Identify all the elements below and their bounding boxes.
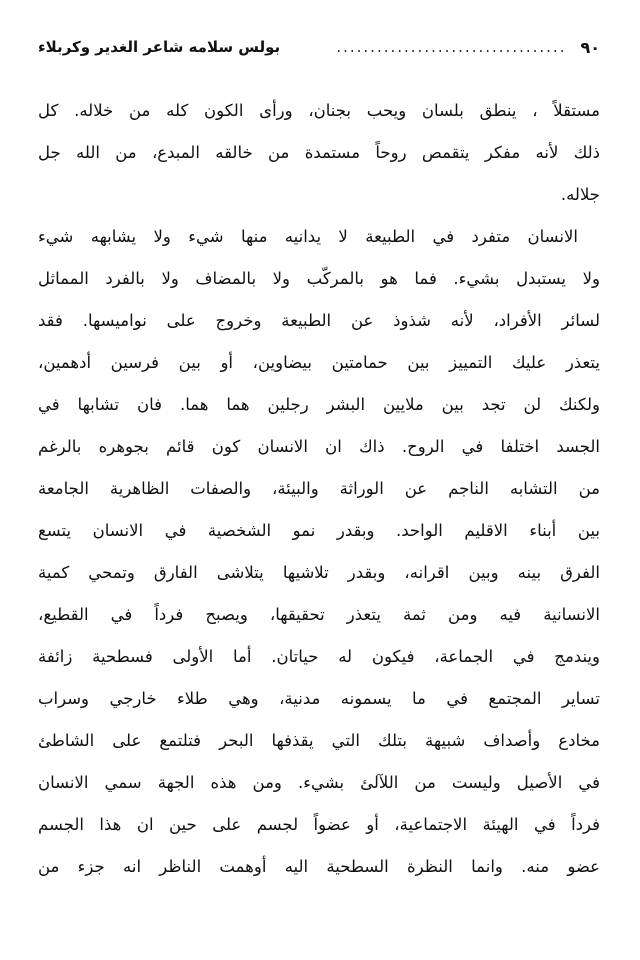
text-line: مستقلاً ، ينطق بلسان ويحب بجنان، ورأى الكون كله من خلاله. كل <box>38 101 600 120</box>
text-line: جلاله. <box>560 185 600 204</box>
text-line: ذلك لأنه مفكر يتقمص روحاً مستمدة من خالقه المبدع، من الله جل <box>38 143 600 162</box>
page-number: ٩٠ <box>580 37 600 57</box>
text-line: الفرق بينه وبين اقرانه، وبقدر تلاشيها يتلاشى الفارق وتمحي كمية <box>38 563 600 582</box>
text-line: لسائر الأفراد، لأنه شذوذ عن الطبيعة وخروج على نواميسها. فقد <box>38 311 600 330</box>
page-body <box>38 90 600 888</box>
text-line: فرداً في الهيئة الاجتماعية، أو عضواً لجسم على حين ان هذا الجسم <box>38 815 600 834</box>
text-line: ويندمج في الجماعة، فيكون له حياتان. أما الأولى فسطحية زائفة <box>38 647 600 666</box>
page-header <box>38 30 600 64</box>
text-line: مخادع وأصداف شبيهة بتلك التي يقذفها البحر فتلتمع على الشاطئ <box>38 731 600 750</box>
text-line: ولا يستبدل بشيء. فما هو بالمركّب ولا بالمضاف ولا بالفرد المماثل <box>38 269 600 288</box>
text-line: تساير المجتمع في ما يسمونه مدنية، وهي طلاء خارجي وسراب <box>38 689 600 708</box>
dotted-leader: .................................. <box>336 38 567 56</box>
text-line: من التشابه الناجم عن الوراثة والبيئة، والصفات الظاهرية الجامعة <box>38 479 600 498</box>
running-title: بولس سلامه شاعر الغدير وكربلاء <box>38 38 281 56</box>
text-line: الانسان متفرد في الطبيعة لا يدانيه منها شيء ولا يشابهه شيء <box>38 227 578 246</box>
text-line: عضو منه. وانما النظرة السطحية اليه أوهمت الناظر انه جزء من <box>38 857 600 876</box>
text-line: في الأصيل وليست من اللآلئ بشيء. ومن هذه الجهة سمي الانسان <box>38 773 600 792</box>
text-line: ولكنك لن تجد بين ملايين البشر رجلين هما هما. فان تشابها في <box>38 395 600 414</box>
text-line: الجسد اختلفا في الروح. ذاك ان الانسان كون قائم بجوهره بالرغم <box>38 437 600 456</box>
text-line: يتعذر عليك التمييز بين حمامتين بيضاوين، أو بين فرسين أدهمين، <box>38 353 600 372</box>
text-line: الانسانية فيه ومن ثمة يتعذر تحقيقها، ويصبح فرداً في القطيع، <box>38 605 600 624</box>
text-line: بين أبناء الاقليم الواحد. وبقدر نمو الشخصية في الانسان يتسع <box>38 521 600 540</box>
